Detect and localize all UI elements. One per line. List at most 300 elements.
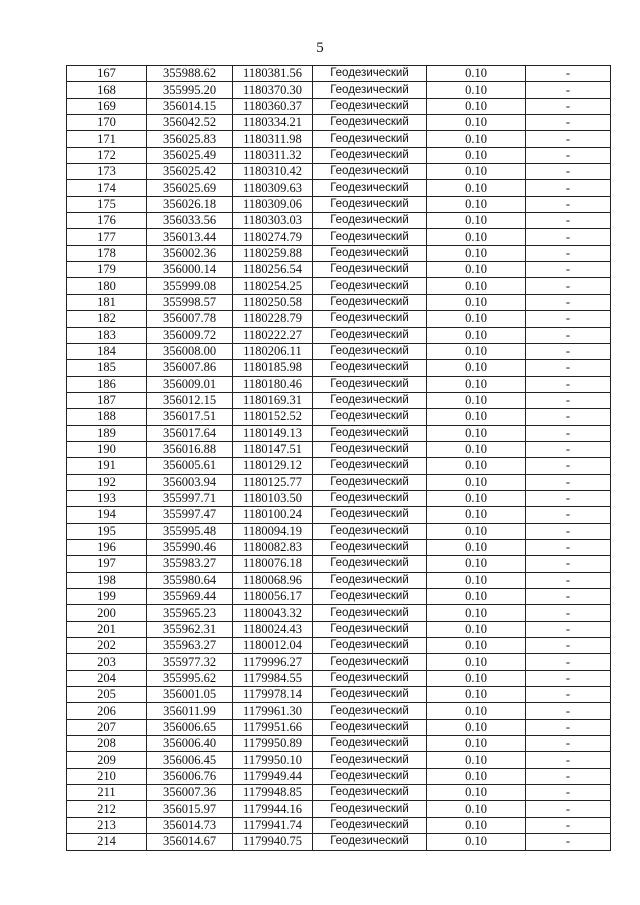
x-coordinate-cell: 356015.97 — [147, 801, 233, 817]
description-cell: - — [526, 311, 611, 327]
description-cell: - — [526, 360, 611, 376]
table-row — [67, 785, 611, 801]
method-cell: Геодезический — [313, 229, 427, 245]
point-number-cell: 173 — [67, 164, 147, 180]
point-number-cell: 175 — [67, 196, 147, 212]
description-cell: - — [526, 785, 611, 801]
method-cell: Геодезический — [313, 768, 427, 784]
point-number-cell: 172 — [67, 147, 147, 163]
accuracy-cell: 0.10 — [427, 229, 526, 245]
description-cell: - — [526, 556, 611, 572]
table-row — [67, 703, 611, 719]
x-coordinate-cell: 355969.44 — [147, 589, 233, 605]
table-row — [67, 687, 611, 703]
point-number-cell: 177 — [67, 229, 147, 245]
description-cell: - — [526, 343, 611, 359]
table-row — [67, 294, 611, 310]
table-row — [67, 343, 611, 359]
method-cell: Геодезический — [313, 327, 427, 343]
accuracy-cell: 0.10 — [427, 638, 526, 654]
point-number-cell: 187 — [67, 392, 147, 408]
table-row — [67, 621, 611, 637]
y-coordinate-cell: 1179950.89 — [233, 736, 313, 752]
method-cell: Геодезический — [313, 425, 427, 441]
y-coordinate-cell: 1180309.06 — [233, 196, 313, 212]
x-coordinate-cell: 355990.46 — [147, 539, 233, 555]
x-coordinate-cell: 355963.27 — [147, 638, 233, 654]
point-number-cell: 197 — [67, 556, 147, 572]
page-number: 5 — [316, 40, 324, 56]
table-row — [67, 507, 611, 523]
x-coordinate-cell: 355980.64 — [147, 572, 233, 588]
table-row — [67, 82, 611, 98]
accuracy-cell: 0.10 — [427, 294, 526, 310]
table-row — [67, 572, 611, 588]
x-coordinate-cell: 355998.57 — [147, 294, 233, 310]
table-row — [67, 638, 611, 654]
table-row — [67, 262, 611, 278]
table-row — [67, 392, 611, 408]
accuracy-cell: 0.10 — [427, 490, 526, 506]
accuracy-cell: 0.10 — [427, 572, 526, 588]
y-coordinate-cell: 1180259.88 — [233, 245, 313, 261]
method-cell: Геодезический — [313, 278, 427, 294]
point-number-cell: 214 — [67, 834, 147, 850]
description-cell: - — [526, 539, 611, 555]
method-cell: Геодезический — [313, 670, 427, 686]
description-cell: - — [526, 425, 611, 441]
method-cell: Геодезический — [313, 801, 427, 817]
description-cell: - — [526, 82, 611, 98]
y-coordinate-cell: 1180094.19 — [233, 523, 313, 539]
x-coordinate-cell: 356011.99 — [147, 703, 233, 719]
point-number-cell: 191 — [67, 458, 147, 474]
point-number-cell: 188 — [67, 409, 147, 425]
table-row — [67, 278, 611, 294]
x-coordinate-cell: 356006.40 — [147, 736, 233, 752]
table-row — [67, 834, 611, 850]
y-coordinate-cell: 1179941.74 — [233, 817, 313, 833]
table-row — [67, 441, 611, 457]
description-cell: - — [526, 589, 611, 605]
x-coordinate-cell: 355983.27 — [147, 556, 233, 572]
description-cell: - — [526, 687, 611, 703]
x-coordinate-cell: 356009.01 — [147, 376, 233, 392]
method-cell: Геодезический — [313, 196, 427, 212]
accuracy-cell: 0.10 — [427, 66, 526, 82]
x-coordinate-cell: 355965.23 — [147, 605, 233, 621]
x-coordinate-cell: 356009.72 — [147, 327, 233, 343]
table-row — [67, 131, 611, 147]
accuracy-cell: 0.10 — [427, 98, 526, 114]
x-coordinate-cell: 356013.44 — [147, 229, 233, 245]
point-number-cell: 212 — [67, 801, 147, 817]
method-cell: Геодезический — [313, 66, 427, 82]
accuracy-cell: 0.10 — [427, 278, 526, 294]
point-number-cell: 193 — [67, 490, 147, 506]
y-coordinate-cell: 1180254.25 — [233, 278, 313, 294]
table-row — [67, 556, 611, 572]
table-row — [67, 196, 611, 212]
table-row — [67, 180, 611, 196]
table-row — [67, 409, 611, 425]
description-cell: - — [526, 294, 611, 310]
x-coordinate-cell: 356033.56 — [147, 213, 233, 229]
x-coordinate-cell: 356014.67 — [147, 834, 233, 850]
accuracy-cell: 0.10 — [427, 213, 526, 229]
description-cell: - — [526, 245, 611, 261]
y-coordinate-cell: 1180068.96 — [233, 572, 313, 588]
y-coordinate-cell: 1180311.98 — [233, 131, 313, 147]
coordinates-table — [66, 65, 611, 851]
point-number-cell: 206 — [67, 703, 147, 719]
y-coordinate-cell: 1180310.42 — [233, 164, 313, 180]
method-cell: Геодезический — [313, 703, 427, 719]
method-cell: Геодезический — [313, 785, 427, 801]
accuracy-cell: 0.10 — [427, 147, 526, 163]
description-cell: - — [526, 719, 611, 735]
accuracy-cell: 0.10 — [427, 458, 526, 474]
accuracy-cell: 0.10 — [427, 311, 526, 327]
accuracy-cell: 0.10 — [427, 556, 526, 572]
x-coordinate-cell: 356006.76 — [147, 768, 233, 784]
x-coordinate-cell: 356006.65 — [147, 719, 233, 735]
y-coordinate-cell: 1180370.30 — [233, 82, 313, 98]
description-cell: - — [526, 98, 611, 114]
accuracy-cell: 0.10 — [427, 589, 526, 605]
table-row — [67, 311, 611, 327]
method-cell: Геодезический — [313, 589, 427, 605]
description-cell: - — [526, 752, 611, 768]
point-number-cell: 171 — [67, 131, 147, 147]
description-cell: - — [526, 327, 611, 343]
x-coordinate-cell: 355995.62 — [147, 670, 233, 686]
accuracy-cell: 0.10 — [427, 327, 526, 343]
method-cell: Геодезический — [313, 262, 427, 278]
accuracy-cell: 0.10 — [427, 801, 526, 817]
accuracy-cell: 0.10 — [427, 262, 526, 278]
x-coordinate-cell: 356014.73 — [147, 817, 233, 833]
point-number-cell: 167 — [67, 66, 147, 82]
method-cell: Геодезический — [313, 441, 427, 457]
method-cell: Геодезический — [313, 605, 427, 621]
description-cell: - — [526, 147, 611, 163]
table-row — [67, 736, 611, 752]
y-coordinate-cell: 1179950.10 — [233, 752, 313, 768]
accuracy-cell: 0.10 — [427, 441, 526, 457]
x-coordinate-cell: 356025.69 — [147, 180, 233, 196]
description-cell: - — [526, 229, 611, 245]
description-cell: - — [526, 605, 611, 621]
method-cell: Геодезический — [313, 523, 427, 539]
method-cell: Геодезический — [313, 556, 427, 572]
y-coordinate-cell: 1180180.46 — [233, 376, 313, 392]
y-coordinate-cell: 1180250.58 — [233, 294, 313, 310]
description-cell: - — [526, 572, 611, 588]
x-coordinate-cell: 356017.51 — [147, 409, 233, 425]
accuracy-cell: 0.10 — [427, 670, 526, 686]
description-cell: - — [526, 736, 611, 752]
description-cell: - — [526, 703, 611, 719]
x-coordinate-cell: 356025.83 — [147, 131, 233, 147]
y-coordinate-cell: 1179984.55 — [233, 670, 313, 686]
y-coordinate-cell: 1179948.85 — [233, 785, 313, 801]
accuracy-cell: 0.10 — [427, 115, 526, 131]
description-cell: - — [526, 638, 611, 654]
x-coordinate-cell: 356042.52 — [147, 115, 233, 131]
y-coordinate-cell: 1179940.75 — [233, 834, 313, 850]
accuracy-cell: 0.10 — [427, 703, 526, 719]
table-row — [67, 245, 611, 261]
point-number-cell: 180 — [67, 278, 147, 294]
accuracy-cell: 0.10 — [427, 360, 526, 376]
y-coordinate-cell: 1180169.31 — [233, 392, 313, 408]
point-number-cell: 176 — [67, 213, 147, 229]
description-cell: - — [526, 507, 611, 523]
point-number-cell: 169 — [67, 98, 147, 114]
x-coordinate-cell: 356005.61 — [147, 458, 233, 474]
x-coordinate-cell: 356007.36 — [147, 785, 233, 801]
y-coordinate-cell: 1179949.44 — [233, 768, 313, 784]
method-cell: Геодезический — [313, 392, 427, 408]
method-cell: Геодезический — [313, 343, 427, 359]
table-row — [67, 164, 611, 180]
point-number-cell: 185 — [67, 360, 147, 376]
description-cell: - — [526, 768, 611, 784]
table-row — [67, 98, 611, 114]
y-coordinate-cell: 1180311.32 — [233, 147, 313, 163]
method-cell: Геодезический — [313, 147, 427, 163]
y-coordinate-cell: 1180360.37 — [233, 98, 313, 114]
description-cell: - — [526, 262, 611, 278]
table-row — [67, 801, 611, 817]
description-cell: - — [526, 409, 611, 425]
table-row — [67, 605, 611, 621]
x-coordinate-cell: 355988.62 — [147, 66, 233, 82]
description-cell: - — [526, 392, 611, 408]
point-number-cell: 192 — [67, 474, 147, 490]
description-cell: - — [526, 621, 611, 637]
description-cell: - — [526, 490, 611, 506]
x-coordinate-cell: 356008.00 — [147, 343, 233, 359]
x-coordinate-cell: 355977.32 — [147, 654, 233, 670]
x-coordinate-cell: 356006.45 — [147, 752, 233, 768]
x-coordinate-cell: 356025.49 — [147, 147, 233, 163]
method-cell: Геодезический — [313, 654, 427, 670]
y-coordinate-cell: 1180185.98 — [233, 360, 313, 376]
method-cell: Геодезический — [313, 539, 427, 555]
x-coordinate-cell: 356007.86 — [147, 360, 233, 376]
method-cell: Геодезический — [313, 180, 427, 196]
method-cell: Геодезический — [313, 409, 427, 425]
x-coordinate-cell: 355997.47 — [147, 507, 233, 523]
table-row — [67, 147, 611, 163]
y-coordinate-cell: 1180056.17 — [233, 589, 313, 605]
point-number-cell: 205 — [67, 687, 147, 703]
table-row — [67, 817, 611, 833]
accuracy-cell: 0.10 — [427, 507, 526, 523]
method-cell: Геодезический — [313, 164, 427, 180]
accuracy-cell: 0.10 — [427, 785, 526, 801]
point-number-cell: 186 — [67, 376, 147, 392]
y-coordinate-cell: 1180228.79 — [233, 311, 313, 327]
point-number-cell: 199 — [67, 589, 147, 605]
method-cell: Геодезический — [313, 294, 427, 310]
y-coordinate-cell: 1180256.54 — [233, 262, 313, 278]
accuracy-cell: 0.10 — [427, 343, 526, 359]
description-cell: - — [526, 817, 611, 833]
description-cell: - — [526, 523, 611, 539]
y-coordinate-cell: 1180147.51 — [233, 441, 313, 457]
description-cell: - — [526, 654, 611, 670]
method-cell: Геодезический — [313, 82, 427, 98]
method-cell: Геодезический — [313, 115, 427, 131]
description-cell: - — [526, 66, 611, 82]
method-cell: Геодезический — [313, 213, 427, 229]
method-cell: Геодезический — [313, 736, 427, 752]
coordinates-table-body — [67, 66, 611, 851]
point-number-cell: 211 — [67, 785, 147, 801]
y-coordinate-cell: 1180149.13 — [233, 425, 313, 441]
point-number-cell: 181 — [67, 294, 147, 310]
description-cell: - — [526, 115, 611, 131]
table-row — [67, 458, 611, 474]
point-number-cell: 202 — [67, 638, 147, 654]
point-number-cell: 174 — [67, 180, 147, 196]
y-coordinate-cell: 1179978.14 — [233, 687, 313, 703]
y-coordinate-cell: 1180334.21 — [233, 115, 313, 131]
y-coordinate-cell: 1180309.63 — [233, 180, 313, 196]
point-number-cell: 190 — [67, 441, 147, 457]
x-coordinate-cell: 355995.20 — [147, 82, 233, 98]
description-cell: - — [526, 180, 611, 196]
table-row — [67, 539, 611, 555]
y-coordinate-cell: 1180381.56 — [233, 66, 313, 82]
method-cell: Геодезический — [313, 490, 427, 506]
y-coordinate-cell: 1179961.30 — [233, 703, 313, 719]
accuracy-cell: 0.10 — [427, 654, 526, 670]
table-row — [67, 425, 611, 441]
point-number-cell: 203 — [67, 654, 147, 670]
y-coordinate-cell: 1180103.50 — [233, 490, 313, 506]
description-cell: - — [526, 213, 611, 229]
accuracy-cell: 0.10 — [427, 245, 526, 261]
table-row — [67, 229, 611, 245]
accuracy-cell: 0.10 — [427, 768, 526, 784]
point-number-cell: 178 — [67, 245, 147, 261]
y-coordinate-cell: 1179944.16 — [233, 801, 313, 817]
table-row — [67, 360, 611, 376]
accuracy-cell: 0.10 — [427, 131, 526, 147]
method-cell: Геодезический — [313, 817, 427, 833]
y-coordinate-cell: 1180303.03 — [233, 213, 313, 229]
description-cell: - — [526, 164, 611, 180]
accuracy-cell: 0.10 — [427, 817, 526, 833]
point-number-cell: 201 — [67, 621, 147, 637]
point-number-cell: 194 — [67, 507, 147, 523]
description-cell: - — [526, 196, 611, 212]
y-coordinate-cell: 1180100.24 — [233, 507, 313, 523]
description-cell: - — [526, 670, 611, 686]
method-cell: Геодезический — [313, 687, 427, 703]
description-cell: - — [526, 131, 611, 147]
y-coordinate-cell: 1180076.18 — [233, 556, 313, 572]
x-coordinate-cell: 355962.31 — [147, 621, 233, 637]
accuracy-cell: 0.10 — [427, 752, 526, 768]
accuracy-cell: 0.10 — [427, 523, 526, 539]
y-coordinate-cell: 1180125.77 — [233, 474, 313, 490]
table-row — [67, 654, 611, 670]
accuracy-cell: 0.10 — [427, 736, 526, 752]
method-cell: Геодезический — [313, 458, 427, 474]
point-number-cell: 179 — [67, 262, 147, 278]
point-number-cell: 208 — [67, 736, 147, 752]
y-coordinate-cell: 1180024.43 — [233, 621, 313, 637]
point-number-cell: 168 — [67, 82, 147, 98]
x-coordinate-cell: 356026.18 — [147, 196, 233, 212]
description-cell: - — [526, 834, 611, 850]
accuracy-cell: 0.10 — [427, 834, 526, 850]
point-number-cell: 183 — [67, 327, 147, 343]
method-cell: Геодезический — [313, 360, 427, 376]
method-cell: Геодезический — [313, 311, 427, 327]
table-row — [67, 589, 611, 605]
table-row — [67, 66, 611, 82]
method-cell: Геодезический — [313, 834, 427, 850]
description-cell: - — [526, 474, 611, 490]
method-cell: Геодезический — [313, 719, 427, 735]
accuracy-cell: 0.10 — [427, 82, 526, 98]
table-row — [67, 768, 611, 784]
x-coordinate-cell: 356014.15 — [147, 98, 233, 114]
table-row — [67, 670, 611, 686]
point-number-cell: 213 — [67, 817, 147, 833]
point-number-cell: 196 — [67, 539, 147, 555]
x-coordinate-cell: 356003.94 — [147, 474, 233, 490]
y-coordinate-cell: 1180206.11 — [233, 343, 313, 359]
y-coordinate-cell: 1180152.52 — [233, 409, 313, 425]
y-coordinate-cell: 1180222.27 — [233, 327, 313, 343]
point-number-cell: 207 — [67, 719, 147, 735]
point-number-cell: 195 — [67, 523, 147, 539]
method-cell: Геодезический — [313, 474, 427, 490]
table-row — [67, 376, 611, 392]
x-coordinate-cell: 356017.64 — [147, 425, 233, 441]
table-row — [67, 523, 611, 539]
point-number-cell: 200 — [67, 605, 147, 621]
table-row — [67, 490, 611, 506]
table-row — [67, 115, 611, 131]
accuracy-cell: 0.10 — [427, 409, 526, 425]
method-cell: Геодезический — [313, 245, 427, 261]
table-row — [67, 719, 611, 735]
method-cell: Геодезический — [313, 131, 427, 147]
y-coordinate-cell: 1180012.04 — [233, 638, 313, 654]
y-coordinate-cell: 1180082.83 — [233, 539, 313, 555]
point-number-cell: 209 — [67, 752, 147, 768]
accuracy-cell: 0.10 — [427, 539, 526, 555]
method-cell: Геодезический — [313, 638, 427, 654]
method-cell: Геодезический — [313, 752, 427, 768]
accuracy-cell: 0.10 — [427, 474, 526, 490]
x-coordinate-cell: 355999.08 — [147, 278, 233, 294]
x-coordinate-cell: 355997.71 — [147, 490, 233, 506]
accuracy-cell: 0.10 — [427, 164, 526, 180]
x-coordinate-cell: 356007.78 — [147, 311, 233, 327]
accuracy-cell: 0.10 — [427, 376, 526, 392]
table-row — [67, 752, 611, 768]
accuracy-cell: 0.10 — [427, 392, 526, 408]
